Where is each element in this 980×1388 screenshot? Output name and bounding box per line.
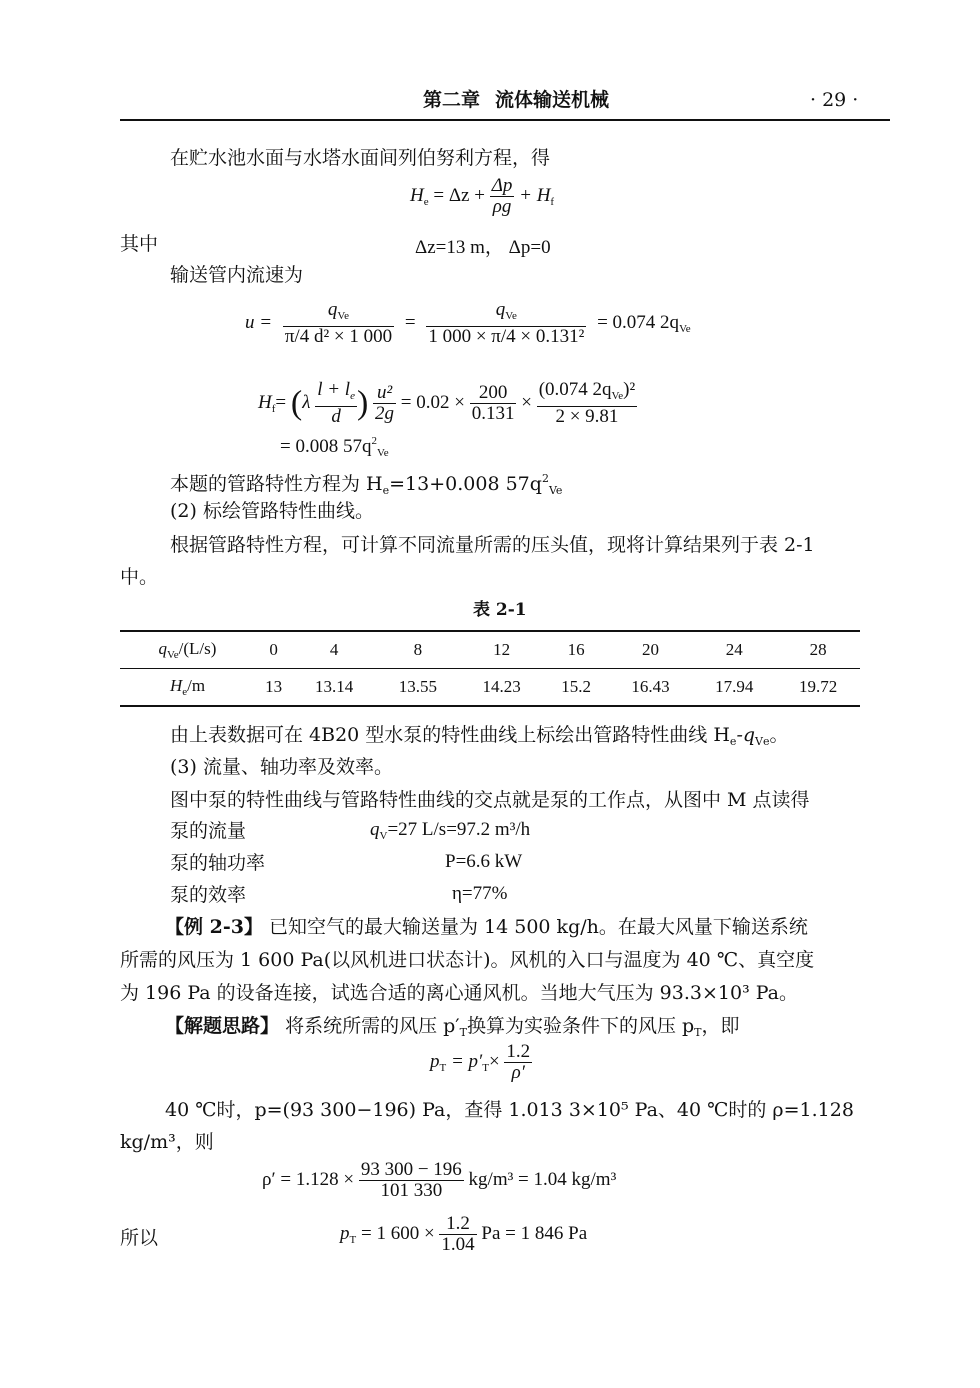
table-cell: 0 xyxy=(255,631,292,669)
result-flow-label: 泵的流量 xyxy=(170,820,247,842)
paragraph-7: (3) 流量、轴功率及效率。 xyxy=(170,756,393,778)
result-efficiency-value: η=77% xyxy=(452,883,508,904)
chapter-title: 流体输送机械 xyxy=(495,89,610,111)
table-cell: 14.23 xyxy=(460,669,544,707)
row-label-flow: $q_{Ve}/(L/s)$ xyxy=(120,631,255,669)
table-cell: 15.2 xyxy=(544,669,609,707)
paragraph-5: 根据管路特性方程，可计算不同流量所需的压头值，现将计算结果列于表 2-1 xyxy=(170,534,815,556)
paragraph-9: 40 ℃时，p=(93 300−196) Pa，查得 1.013 3×10⁵ Pa、40 ℃时的 ρ=1.128 xyxy=(165,1099,854,1121)
header-rule xyxy=(120,119,890,121)
equation-bernoulli: $H_e = \Delta z$ + $\frac{\Delta p}{\rho g}$ + $H_f$ xyxy=(410,175,555,217)
equation-friction-result: = 0.008 $57q^2_{Ve}$ xyxy=(280,435,389,459)
result-efficiency-label: 泵的效率 xyxy=(170,884,247,906)
solution-tag: 【解题思路】 xyxy=(165,1015,280,1037)
paragraph-8: 图中泵的特性曲线与管路特性曲线的交点就是泵的工作点，从图中 M 点读得 xyxy=(170,789,810,811)
table-caption: 表 2-1 xyxy=(473,600,527,620)
table-cell: 28 xyxy=(776,631,860,669)
table-cell: 16.43 xyxy=(609,669,693,707)
page-number: · 29 · xyxy=(810,89,859,111)
paragraph-2: 输送管内流速为 xyxy=(170,264,304,286)
example-paragraph: 【例 2-3】 已知空气的最大输送量为 14 500 kg/h。在最大风量下输送系统 xyxy=(165,916,808,938)
equation-friction: $H_f= (\lambda$ $\frac{l + l_e}{d}$ ) $\frac{\text{u²}}{2g}$ = 0.02 × $\frac{200}{0.131}$ × $\frac{(0.074 2q_{Ve})^2}{2 \times 9.81}$ xyxy=(258,379,636,427)
so-label: 所以 xyxy=(120,1227,159,1249)
table-cell: 24 xyxy=(692,631,776,669)
table-cell: 13.55 xyxy=(376,669,460,707)
example-tag: 【例 2-3】 xyxy=(165,916,263,938)
equation-density: ρ′ = 1.128 × $\frac{93 300 - 196}{101 330}$ kg/m³ = 1.04 kg/m³ xyxy=(262,1159,617,1201)
solution-paragraph: 【解题思路】 将系统所需的风压 $p'_T$换算为实验条件下的风压 $p_T$，即 xyxy=(165,1015,740,1039)
paragraph-9-end: kg/m³，则 xyxy=(120,1131,214,1153)
table-row xyxy=(120,631,860,669)
where-label: 其中 xyxy=(120,233,159,255)
equation-velocity: u = $\frac{q_{Ve}}{\text{π/4 d² × 1 000}}$ = $\frac{q_{Ve}}{\text{1 000 × π/4 × 0.131²}}$ = 0.074 $2q_{Ve}$ xyxy=(245,299,691,347)
table-cell: 19.72 xyxy=(776,669,860,707)
table-cell: 17.94 xyxy=(692,669,776,707)
paragraph-3: 本题的管路特性方程为 $H_e=13+0.008$ $57q^2_{Ve}$ xyxy=(170,472,563,497)
equation-pressure-conversion: $p_T = p'_T\times$ $\frac{1.2}{\rho'}$ xyxy=(430,1041,531,1083)
paragraph-5-end: 中。 xyxy=(120,566,159,588)
equation-pressure-result: $p_T = 1$ 600 × $\frac{1.2}{1.04}$ Pa = 1 846 Pa xyxy=(340,1213,588,1255)
table-row xyxy=(120,669,860,707)
table-cell: 12 xyxy=(460,631,544,669)
paragraph-4: (2) 标绘管路特性曲线。 xyxy=(170,500,374,522)
table-cell: 13.14 xyxy=(292,669,376,707)
paragraph-6: 由上表数据可在 4B20 型水泵的特性曲线上标绘出管路特性曲线 $H_e-q_{Ve}$。 xyxy=(170,724,789,748)
table-cell: 16 xyxy=(544,631,609,669)
equation-conditions: Δz=13 m， Δp=0 xyxy=(415,237,551,258)
table-cell: 13 xyxy=(255,669,292,707)
result-flow-value: $q_V=27$ L/s=97.2 m³/h xyxy=(370,819,531,842)
result-power-value: P=6.6 kW xyxy=(445,851,523,872)
example-line-2: 所需的风压为 1 600 Pa(以风机进口状态计)。风机的入口与温度为 40 ℃、真空度 xyxy=(120,949,815,971)
chapter-label: 第二章 xyxy=(423,89,481,111)
result-power-label: 泵的轴功率 xyxy=(170,852,266,874)
example-line-3: 为 196 Pa 的设备连接，试选合适的离心通风机。当地大气压为 93.3×10³ Pa。 xyxy=(120,982,798,1004)
table-cell: 4 xyxy=(292,631,376,669)
data-table xyxy=(120,630,860,707)
table-cell: 20 xyxy=(609,631,693,669)
table-cell: 8 xyxy=(376,631,460,669)
row-label-head: $H_e/m$ xyxy=(120,669,255,707)
paragraph-1: 在贮水池水面与水塔水面间列伯努利方程，得 xyxy=(170,147,551,169)
